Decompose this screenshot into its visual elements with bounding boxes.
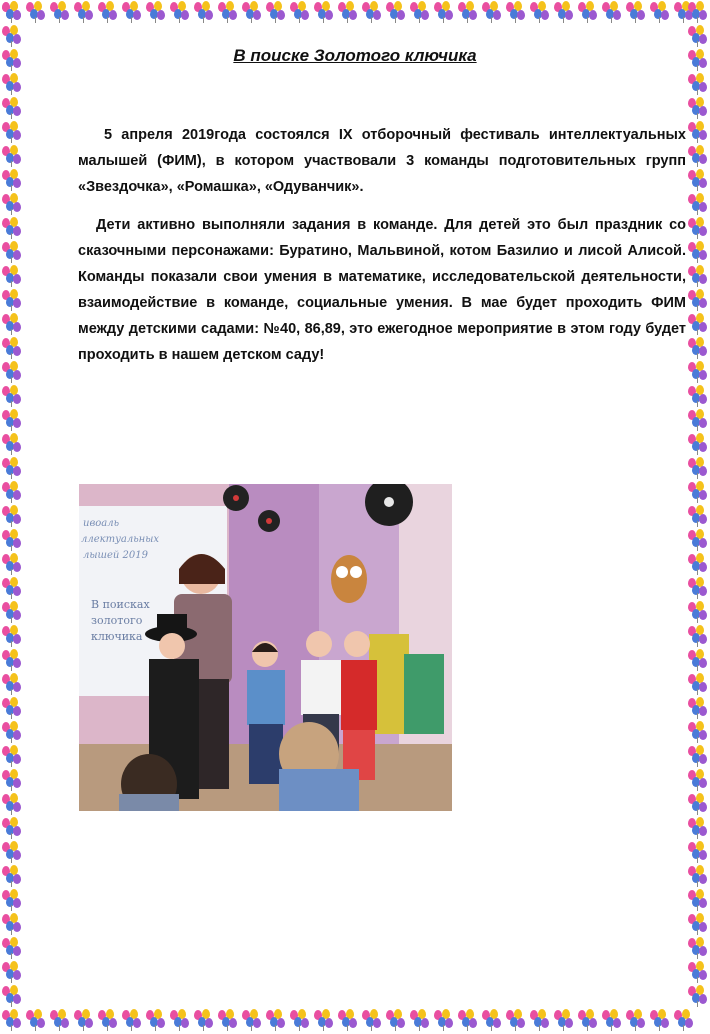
balloon-icon [687,409,709,431]
balloon-icon [529,1009,551,1031]
balloon-icon [289,1009,311,1031]
balloon-icon [687,217,709,239]
balloon-icon [687,385,709,407]
balloon-icon [1,577,23,599]
balloon-icon [49,1,71,23]
page-title: В поиске Золотого ключика [233,46,477,65]
balloon-icon [687,97,709,119]
paragraph-festival: 5 апреля 2019года состоялся IX отборочный фестиваль интеллектуальных малышей (ФИМ), в котором участвовали 3 команды подготовительных групп «Звездочка», «Ромашка», «Одуванчик». [78,127,686,195]
balloon-icon [1,985,23,1007]
balloon-icon [313,1009,335,1031]
balloon-icon [145,1,167,23]
balloon-icon [687,697,709,719]
balloon-icon [73,1,95,23]
balloon-icon [433,1009,455,1031]
balloon-icon [687,25,709,47]
balloon-icon [687,505,709,527]
balloon-icon [687,937,709,959]
balloon-icon [687,193,709,215]
balloon-icon [687,457,709,479]
balloon-icon [1,1,23,23]
balloon-icon [601,1,623,23]
balloon-icon [265,1009,287,1031]
svg-text:В поисках: В поисках [91,598,150,611]
balloon-icon [1,721,23,743]
balloon-icon [505,1,527,23]
balloon-icon [265,1,287,23]
balloon-icon [121,1009,143,1031]
balloon-border-left [0,0,24,1034]
balloon-icon [169,1,191,23]
balloon-icon [1,625,23,647]
balloon-icon [687,265,709,287]
balloon-icon [457,1,479,23]
balloon-icon [1,97,23,119]
balloon-icon [687,577,709,599]
balloon-border-right [686,0,710,1034]
balloon-icon [1,697,23,719]
balloon-icon [1,313,23,335]
balloon-icon [193,1009,215,1031]
balloon-icon [625,1009,647,1031]
balloon-icon [1,289,23,311]
child [247,670,285,725]
balloon-icon [625,1,647,23]
balloon-icon [433,1,455,23]
balloon-icon [601,1009,623,1031]
balloon-icon [1,601,23,623]
balloon-icon [361,1009,383,1031]
event-photo [79,484,452,811]
balloon-icon [1,793,23,815]
balloon-icon [687,913,709,935]
balloon-icon [687,241,709,263]
balloon-icon [687,121,709,143]
balloon-icon [25,1,47,23]
balloon-icon [217,1009,239,1031]
balloon-icon [1,337,23,359]
svg-text:ллектуальных: ллектуальных [81,534,160,545]
balloon-icon [121,1,143,23]
balloon-icon [687,337,709,359]
balloon-icon [313,1,335,23]
balloon-icon [385,1,407,23]
balloon-icon [457,1009,479,1031]
balloon-icon [687,745,709,767]
balloon-icon [687,721,709,743]
balloon-icon [1,409,23,431]
balloon-icon [409,1009,431,1031]
balloon-icon [409,1,431,23]
svg-text:лышей 2019: лышей 2019 [83,550,148,561]
balloon-icon [687,145,709,167]
balloon-icon [687,601,709,623]
balloon-icon [577,1,599,23]
balloon-icon [1,145,23,167]
balloon-icon [97,1009,119,1031]
balloon-icon [505,1009,527,1031]
balloon-icon [687,793,709,815]
balloon-icon [687,649,709,671]
balloon-icon [687,433,709,455]
balloon-icon [337,1,359,23]
balloon-icon [687,817,709,839]
balloon-icon [687,865,709,887]
balloon-icon [241,1009,263,1031]
balloon-icon [1,817,23,839]
balloon-icon [687,625,709,647]
balloon-icon [1,649,23,671]
balloon-icon [1,361,23,383]
balloon-icon [1,457,23,479]
balloon-icon [385,1009,407,1031]
balloon-border-top [0,0,710,24]
balloon-icon [687,529,709,551]
balloon-icon [649,1,671,23]
paragraph-activities: Дети активно выполняли задания в команде. Для детей это был праздник со сказочными персонажами: Буратино, Мальвиной, котом Базилио и лисой Алисой. Команды показали свои умения в математике, исследовательской деятельности, взаимодействие в команде, социальные умения. В мае будет проходить ФИМ между детскими садами: №40, 86,89, это ежегодное мероприятие в этом году будет проходить в нашем детском саду! [78,217,686,363]
balloon-icon [577,1009,599,1031]
balloon-icon [687,169,709,191]
balloon-icon [649,1009,671,1031]
balloon-icon [1,745,23,767]
balloon-icon [289,1,311,23]
balloon-icon [241,1,263,23]
balloon-icon [687,553,709,575]
balloon-icon [1,217,23,239]
balloon-icon [1,841,23,863]
balloon-icon [481,1009,503,1031]
balloon-icon [687,673,709,695]
svg-text:ключика: ключика [91,630,143,643]
balloon-icon [1,673,23,695]
balloon-icon [1,889,23,911]
balloon-icon [687,985,709,1007]
balloon-icon [687,961,709,983]
balloon-icon [1,769,23,791]
balloon-icon [553,1009,575,1031]
balloon-icon [1,25,23,47]
balloon-icon [687,313,709,335]
svg-text:золотого: золотого [91,614,143,627]
balloon-icon [1,169,23,191]
balloon-icon [1,865,23,887]
balloon-icon [145,1009,167,1031]
balloon-icon [481,1,503,23]
balloon-icon [217,1,239,23]
balloon-icon [687,481,709,503]
balloon-icon [1,121,23,143]
balloon-icon [529,1,551,23]
balloon-icon [1,505,23,527]
balloon-icon [73,1009,95,1031]
balloon-icon [1,937,23,959]
balloon-icon [553,1,575,23]
balloon-icon [1,529,23,551]
balloon-icon [1,433,23,455]
balloon-icon [1,241,23,263]
balloon-icon [687,841,709,863]
balloon-icon [49,1009,71,1031]
balloon-icon [25,1009,47,1031]
balloon-icon [337,1009,359,1031]
balloon-icon [687,73,709,95]
balloon-icon [687,889,709,911]
balloon-icon [687,289,709,311]
balloon-icon [97,1,119,23]
balloon-icon [1,385,23,407]
balloon-icon [1,265,23,287]
balloon-icon [687,361,709,383]
balloon-icon [687,769,709,791]
balloon-icon [1,961,23,983]
balloon-icon [1,553,23,575]
balloon-icon [1,481,23,503]
balloon-icon [361,1,383,23]
balloon-icon [193,1,215,23]
balloon-border-bottom [0,1008,710,1032]
balloon-icon [687,1,709,23]
balloon-icon [1,193,23,215]
balloon-icon [1,913,23,935]
balloon-icon [1,73,23,95]
balloon-icon [169,1009,191,1031]
svg-text:ивоаль: ивоаль [83,518,120,529]
